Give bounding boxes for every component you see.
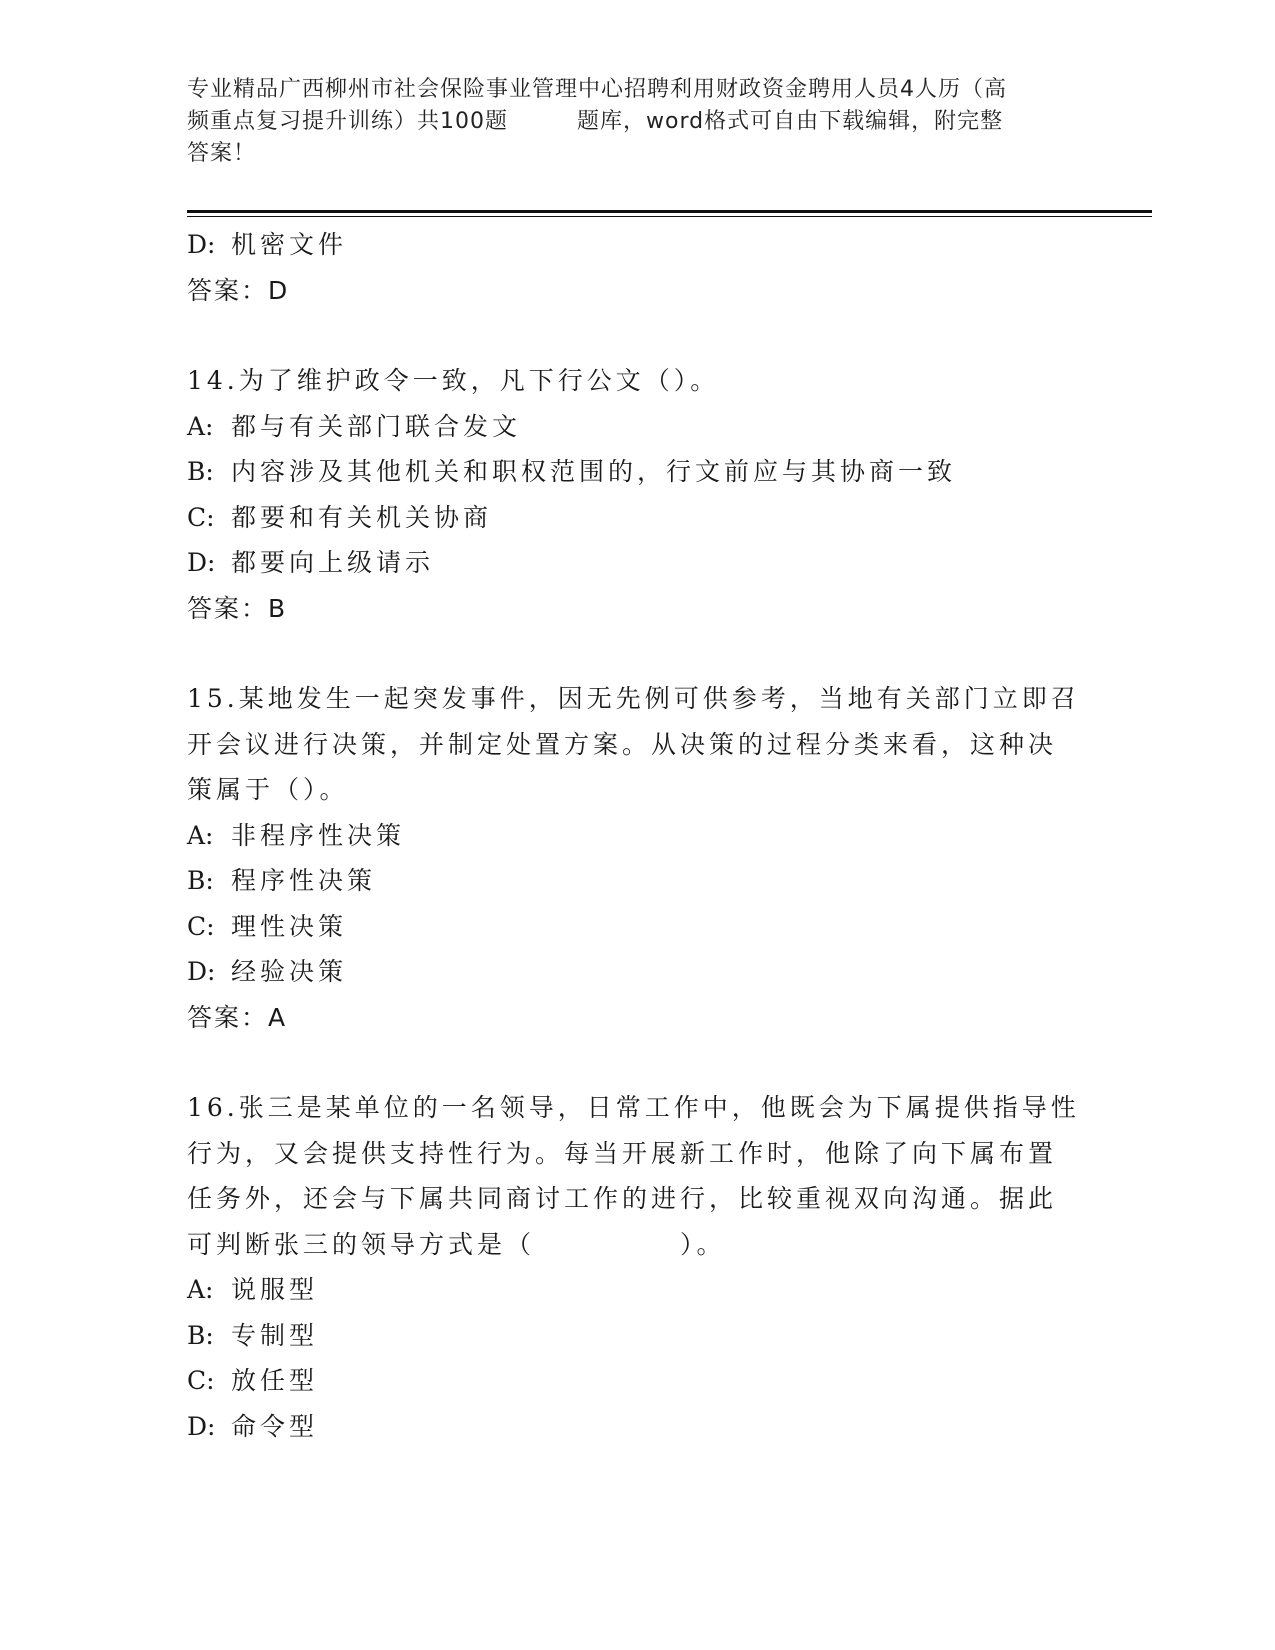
header-line: 频重点复习提升训练）共100题 题库，word格式可自由下载编辑，附完整 bbox=[187, 109, 1004, 134]
question-text: 任务外，还会与下属共同商讨工作的进行，比较重视双向沟通。据此 bbox=[187, 1184, 1058, 1213]
question-text: 策属于（）。 bbox=[187, 775, 349, 804]
option-key: B: bbox=[187, 1320, 214, 1350]
question-14 bbox=[187, 358, 1087, 631]
option-a bbox=[187, 404, 1087, 450]
question-text: 14.为了维护政令一致，凡下行公文（）。 bbox=[187, 366, 720, 395]
option-text: 非程序性决策 bbox=[231, 820, 406, 850]
question-text: 可判断张三的领导方式是（ ）。 bbox=[187, 1229, 726, 1259]
option-key: C: bbox=[187, 502, 215, 532]
option-text: 程序性决策 bbox=[231, 866, 377, 895]
option-text: 经验决策 bbox=[231, 957, 348, 986]
option-text: 机密文件 bbox=[231, 230, 348, 259]
option-b bbox=[187, 1313, 1087, 1359]
header-line: 专业精品广西柳州市社会保险事业管理中心招聘利用财政资金聘用人员4人历（高 bbox=[187, 77, 1007, 102]
option-text: 都要向上级请示 bbox=[231, 548, 435, 577]
option-d bbox=[187, 540, 1087, 586]
option-key: D: bbox=[187, 957, 216, 986]
option-text: 说服型 bbox=[231, 1275, 319, 1304]
option-key: D: bbox=[187, 1411, 216, 1441]
question-text: 15.某地发生一起突发事件，因无先例可供参考，当地有关部门立即召 bbox=[187, 684, 1080, 713]
question-16 bbox=[187, 1085, 1087, 1449]
option-text: 内容涉及其他机关和职权范围的，行文前应与其协商一致 bbox=[231, 457, 957, 486]
question-text: 开会议进行决策，并制定处置方案。从决策的过程分类来看，这种决 bbox=[187, 729, 1058, 759]
option-key: C: bbox=[187, 911, 215, 941]
option-text: 都要和有关机关协商 bbox=[231, 502, 493, 532]
option-d bbox=[187, 1404, 1087, 1450]
header-divider-thick bbox=[187, 210, 1152, 213]
answer-line: 答案：D bbox=[187, 275, 290, 305]
question-text: 16.张三是某单位的一名领导，日常工作中，他既会为下属提供指导性 bbox=[187, 1093, 1080, 1122]
option-d bbox=[187, 222, 1087, 268]
option-c bbox=[187, 904, 1087, 950]
option-key: D: bbox=[187, 230, 216, 259]
option-key: A: bbox=[187, 1275, 214, 1304]
option-a bbox=[187, 1267, 1087, 1313]
option-key: D: bbox=[187, 548, 216, 577]
option-key: B: bbox=[187, 457, 214, 486]
previous-question-tail bbox=[187, 222, 1087, 313]
answer-line: 答案：B bbox=[187, 593, 288, 623]
header-divider-thin bbox=[187, 216, 1152, 217]
option-b bbox=[187, 858, 1087, 904]
header-line: 答案！ bbox=[187, 141, 257, 166]
option-key: A: bbox=[187, 820, 214, 850]
option-key: C: bbox=[187, 1366, 215, 1395]
document-header bbox=[187, 74, 1077, 170]
option-text: 都与有关部门联合发文 bbox=[231, 411, 522, 441]
option-text: 命令型 bbox=[231, 1411, 319, 1441]
option-text: 放任型 bbox=[231, 1366, 319, 1395]
option-a bbox=[187, 813, 1087, 859]
option-key: B: bbox=[187, 866, 214, 895]
question-list bbox=[187, 222, 1087, 1449]
question-15 bbox=[187, 676, 1087, 1040]
option-c bbox=[187, 495, 1087, 541]
option-text: 专制型 bbox=[231, 1320, 319, 1350]
option-d bbox=[187, 949, 1087, 995]
option-key: A: bbox=[187, 411, 214, 441]
option-c bbox=[187, 1358, 1087, 1404]
option-text: 理性决策 bbox=[231, 911, 348, 941]
option-b bbox=[187, 449, 1087, 495]
answer-line: 答案：A bbox=[187, 1002, 288, 1032]
question-text: 行为，又会提供支持性行为。每当开展新工作时，他除了向下属布置 bbox=[187, 1138, 1058, 1168]
